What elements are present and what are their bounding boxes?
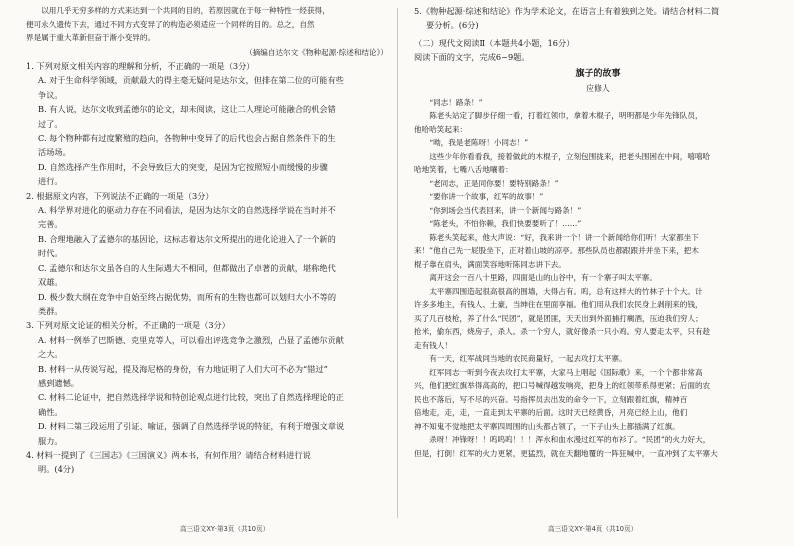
story-paragraph: 太平寨四围造起很高很高的围墙，大得占有。呜，总有这样大的竹林子十个大。计 xyxy=(429,286,703,296)
story-paragraph: “呦，我是老陈呀！小同志！” xyxy=(429,138,529,148)
option-a: A. 科学界对进化的驱动力存在不同看法，是因为达尔文的自然选择学说在当时并不 xyxy=(38,205,336,216)
option-b-cont: 时代。 xyxy=(38,248,63,259)
story-paragraph: “老同志，正是同你要！要特别路条！” xyxy=(429,178,559,188)
story-line: 许多多地主，有钱人、土豪，当绅住在里面享福。他们用从我们农民身上剥削来的钱， xyxy=(414,300,703,310)
story-paragraph: 杀呀！冲锋呀！！呜呜呜！！！浑水和血水漫过红军的布衫了。“民团”的火力好大， xyxy=(429,435,711,445)
option-d: D. 极少数大纲在竞争中自始至终占据优势，而所有的生物也都可以划归大小不等的 xyxy=(38,291,337,302)
question-stem: 2. 根据原文内容，下列说法不正确的一项是（3分） xyxy=(26,190,214,201)
option-c-cont: 双雄。 xyxy=(38,277,63,288)
option-b: B. 合理地融入了孟德尔的基因论，这标志着达尔文所提出的进化论进入了一个新的 xyxy=(38,233,336,244)
passage-intro xyxy=(26,4,394,45)
option-a-cont: 完善。 xyxy=(38,219,63,230)
question-stem: 3. 下列对原文论证的相关分析，不正确的一项是（3分） xyxy=(26,320,230,331)
question-stem-cont: 要分析。(6分) xyxy=(426,20,479,31)
option-c: C. 材料二论证中，把自然选择学说和特创论观点进行比较，突出了自然选择理论的正 xyxy=(38,392,344,403)
story-line: 民也不落后，写不尽的兴奋。号指挥员去出发的命令一下，立刻跟着红旗，精神百 xyxy=(414,394,688,404)
option-d: D. 自然选择产生作用时，不会导致巨大的突变，是因为它按照短小而缓慢的步骤 xyxy=(38,161,328,172)
option-d-cont: 服力。 xyxy=(38,435,63,446)
section-instruction: 阅读下面的文字，完成6~9题。 xyxy=(414,52,530,63)
option-a: A. 对于生命科学领域，贡献最大的得主毫无疑问是达尔文，但排在第二位的可能有些 xyxy=(38,75,344,86)
question-stem: 5.《物种起源·综述和结论》作为学术论文，在语言上有着独到之处。请结合材料二简 xyxy=(414,6,720,16)
story-author: 应修人 xyxy=(586,83,610,93)
option-c: C. 孟德尔和达尔文虽各自的人生际遇大不相同，但都做出了卓著的贡献，堪称绝代 xyxy=(38,262,336,273)
intro-line: 以用几乎无穷多样的方式来达到一个共同的目的，若原因就在于每一种特性一经获得， xyxy=(41,6,330,15)
intro-line: 便可永久遗传下去，通过不同方式变异了的构造必须适应一个同样的目的。总之，自然 xyxy=(26,19,315,29)
question-3 xyxy=(26,318,394,448)
option-d-cont: 进行。 xyxy=(38,176,63,187)
left-page xyxy=(26,4,394,516)
story-line: 棍子靠在肩头，满面笑容地听陈同志讲下去。 xyxy=(414,259,566,269)
story-paragraph: 离开这会一百八十里路，四面是山的山谷中，有一个寨子叫太平寨。 xyxy=(429,273,657,283)
option-a-cont: 之大。 xyxy=(38,349,63,360)
page-footer-left: 高三语文XY·第3页（共10页） xyxy=(180,525,270,533)
page-divider xyxy=(397,8,398,518)
intro-line: 界是属于重大革新但奋于渐小变异的。 xyxy=(26,33,156,42)
story-paragraph: 红军同志一听到今夜去攻打太平寨，大家马上唱起《国际歌》来，一个个都非常高 xyxy=(429,367,703,377)
question-stem: 4. 材料一提到了《三国志》《三国演义》两本书，有何作用？请结合材料进行说 xyxy=(26,449,311,460)
question-stem: 1. 下列对原文相关内容的理解和分析，不正确的一项是（3分） xyxy=(26,61,255,71)
option-a-cont: 争议。 xyxy=(38,89,63,100)
story-line: 兴，他们把红旗举得高高的，把口号喊得越发响亮，把身上的红领带系得更紧；后面的农 xyxy=(414,381,711,391)
story-line: 但是，打倒！红军的火力更紧，更猛烈，就在天翻地覆的一阵狂喊中，一直冲到了太平寨大 xyxy=(414,448,718,458)
option-b-cont: 过了。 xyxy=(38,118,63,129)
story-line: 哈地笑着，七嘴八舌地嚷着： xyxy=(414,165,513,175)
option-b: B. 材料一从传说写起，提及海尼格的身份，有力地证明了人们大可不必为“错过” xyxy=(38,363,328,374)
story-line: 来！”他自己先一屁股坐下，正对着山坡的凉亭。那些队员也都跟跟并并坐下来，把木 xyxy=(414,246,699,256)
story-body xyxy=(414,96,782,461)
story-line: 抢米，偷东西，烧房子，杀人。杀一个穷人，就好像杀一只小鸡。穷人要走太平，只有趁 xyxy=(414,327,711,337)
passage-source: （摘编自达尔文《物种起源·综述和结论》） xyxy=(245,47,388,57)
story-paragraph: “陈老头，不怕你赖，我们快要要听了！……” xyxy=(429,219,582,229)
option-c: C. 每个物种都有过度繁殖的趋向，各物种中变异了的后代也会占据自然条件下的生 xyxy=(38,133,336,144)
story-paragraph: 陈老头笑起来，他大声说：“好，我来讲一个！讲一个新闻给你们听！大家都坐下 xyxy=(429,232,699,242)
story-paragraph: “要你讲一个故事，红军的故事！” xyxy=(429,192,544,202)
option-c-cont: 确性。 xyxy=(38,406,63,417)
question-stem-cont: 明。(4分) xyxy=(38,464,75,475)
story-paragraph: 陈老头站定了脚步仔细一看，打着红领巾，拿着木棍子，明明都是少年先锋队员， xyxy=(429,111,703,121)
option-c-cont: 活场场。 xyxy=(38,147,71,158)
question-2 xyxy=(26,189,394,319)
option-b-cont: 感到遗憾。 xyxy=(38,377,79,388)
option-b: B. 有人说，达尔文收到孟德尔的论文，却未阅读，这让二人理论可能融合的机会错 xyxy=(38,104,336,115)
option-d: D. 材料二第三段运用了引证、喻证，强调了自然选择学说的特征，有利于增强文章说 xyxy=(38,421,345,432)
story-line: 买了几百枝枪，养了什么“民团”，就是团匪，天天出到外面捕打瘸酒，压迫我们穷人； xyxy=(414,313,703,323)
story-line: 他哈哈笑起来： xyxy=(414,124,468,134)
option-a: A. 材料一例举了巴斯德、克里克等人，可以看出评选竞争之激烈，凸显了孟德尔贡献 xyxy=(38,334,344,345)
question-4 xyxy=(26,448,394,477)
story-paragraph: “同志！路条！” xyxy=(429,97,483,107)
right-page xyxy=(414,4,782,516)
story-line: 走有钱人！ xyxy=(414,340,452,350)
story-paragraph: “你到场会当代表回来，讲一个新闻与路条！” xyxy=(429,205,582,215)
page-footer-right: 高三语文XY·第4页（共10页） xyxy=(548,525,638,533)
question-5 xyxy=(414,4,782,33)
story-title: 旗子的故事 xyxy=(575,68,621,79)
story-line: 神不知鬼不觉地把太平寨四周围的山头都占领了，一下子山头上都插满了红旗。 xyxy=(414,421,680,431)
option-d-cont: 类群。 xyxy=(38,305,63,316)
story-paragraph: 有一天，红军战同当地的农民商量好，一起去攻打太平寨。 xyxy=(429,354,627,364)
section-heading: （二）现代文阅读Ⅱ（本题共4小题，16分） xyxy=(414,37,575,48)
story-line: 倍地走，走，走，一直走到太平寨的后面。这时天已经黄昏，月亮已经上山，他们 xyxy=(414,408,688,418)
question-1 xyxy=(26,59,394,189)
story-paragraph: 这些少年你看看我，接着做此的木棍子，立刻包围拢来，把老头围困在中间，嘻嘻哈 xyxy=(429,151,711,161)
